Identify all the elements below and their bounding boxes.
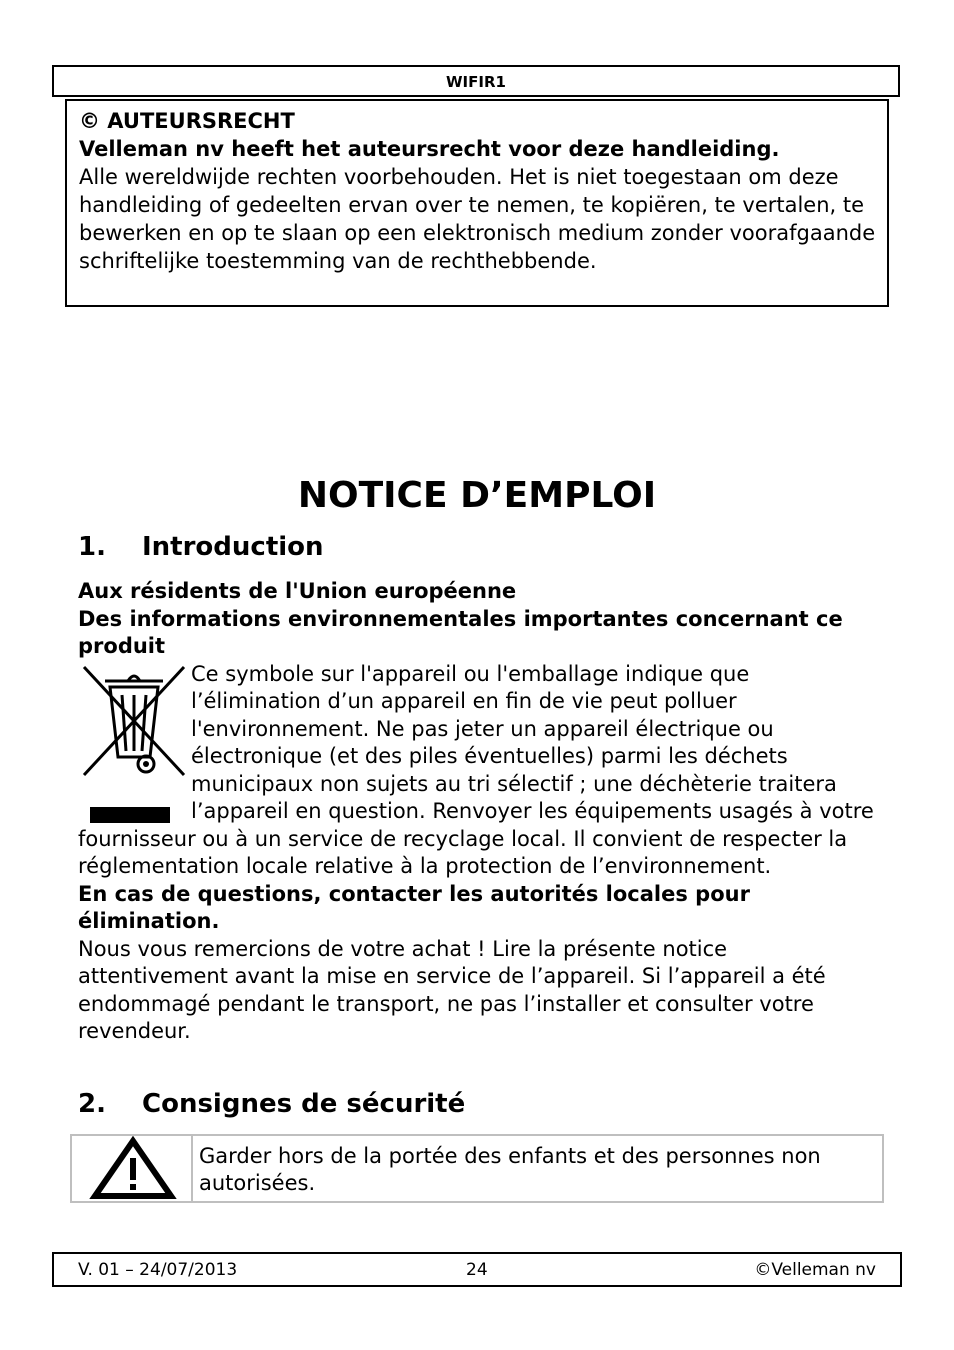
section-number: 1. (78, 532, 106, 562)
copyright-body: Alle wereldwijde rechten voorbehouden. Het is niet toegestaan om deze handleiding of gedeelten ervan over te nemen, te kopiëren, te vertalen, te bewerken en op te slaan op een elektronisch medium zonder voorafgaande schriftelijke toestemming van de rechthebbende. (79, 165, 876, 273)
section-title: Introduction (142, 532, 324, 562)
page-header (52, 65, 900, 97)
footer-copyright: ©Velleman nv (754, 1260, 876, 1280)
copyright-heading: © AUTEURSRECHT (79, 109, 295, 133)
section-heading-safety (78, 1087, 465, 1121)
page-number: 24 (466, 1260, 488, 1280)
warning-text: Garder hors de la portée des enfants et des personnes non autorisées. (199, 1144, 821, 1195)
version-date: V. 01 – 24/07/2013 (78, 1260, 238, 1280)
page-title: NOTICE D’EMPLOI (297, 475, 657, 516)
introduction-body (78, 578, 878, 1046)
thank-you-text: Nous vous remercions de votre achat ! Lire la présente notice attentivement avant la mise en service de l’appareil. Si l’appareil a été endommagé pendant le transport, ne pas l’installer et consulter votre revendeur. (78, 936, 826, 1043)
model-label: WIFIR1 (446, 73, 506, 91)
copyright-box (65, 99, 889, 307)
warning-icon-cell (72, 1136, 193, 1201)
environment-info-heading: Des informations environnementales importantes concernant ce produit (78, 606, 843, 658)
safety-table (70, 1134, 884, 1203)
eu-residents-heading: Aux résidents de l'Union européenne (78, 579, 517, 603)
section-heading-introduction (78, 530, 324, 564)
section-number: 2. (78, 1089, 106, 1119)
weee-disposal-text: Ce symbole sur l'appareil ou l'emballage indique que l’élimination d’un appareil en fin de vie peut polluer l'environnement. Ne pas jeter un appareil électrique ou électronique (et des piles éventuelles) parmi les déchets municipaux non sujets au tri sélectif ; une déchèterie traitera l’appareil en question. Renvoyer les équipements usagés à votre fournisseur ou à un service de recyclage local. Il convient de respecter la réglementation locale relative à la protection de l’environnement. (78, 661, 874, 878)
page-footer (52, 1252, 902, 1287)
section-title: Consignes de sécurité (142, 1089, 466, 1119)
copyright-bold-line: Velleman nv heeft het auteursrecht voor deze handleiding. (79, 137, 780, 161)
weee-symbol (78, 661, 191, 825)
local-authorities-note: En cas de questions, contacter les autorités locales pour élimination. (78, 881, 750, 933)
crossed-bin-icon (78, 661, 191, 825)
warning-triangle-icon (72, 1136, 191, 1201)
